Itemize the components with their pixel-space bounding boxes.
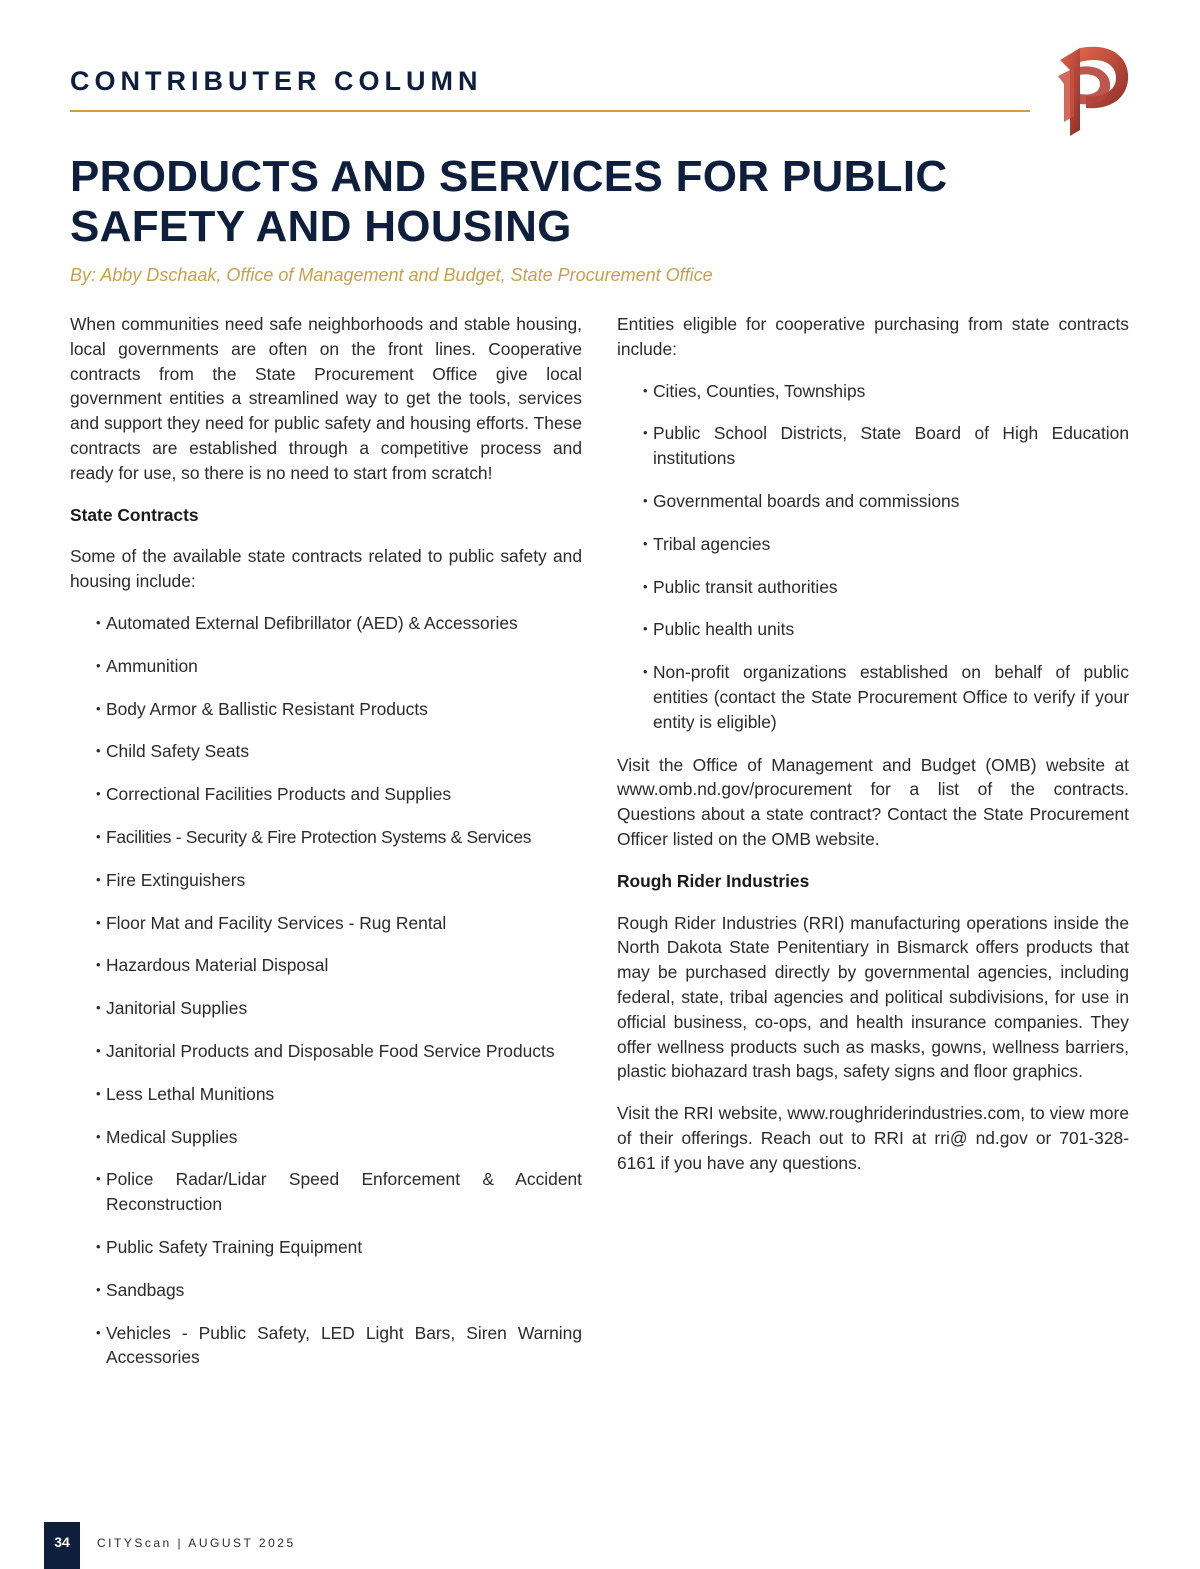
list-item: • Automated External Defibrillator (AED) & Accessories <box>96 611 582 636</box>
rri-heading: Rough Rider Industries <box>617 870 810 891</box>
list-item: • Cities, Counties, Townships <box>643 379 1129 404</box>
intro-paragraph: When communities need safe neighborhoods and stable housing, local governments are often on the front lines. Cooperative contracts from the State Procurement Office give local government entities a streamlined way to get the tools, services and support they need for public safety and housing efforts. These contracts are established through a competitive process and ready for use, so there is no need to start from scratch! <box>70 314 582 483</box>
list-item: • Ammunition <box>96 654 582 679</box>
list-item: • Janitorial Supplies <box>96 996 582 1021</box>
list-item: • Non-profit organizations established on behalf of public entities (contact the State Procurement Office to verify if your entity is eligible) <box>643 660 1129 734</box>
article-title: PRODUCTS AND SERVICES FOR PUBLIC SAFETY AND HOUSING <box>70 152 948 251</box>
gold-divider <box>70 110 1030 112</box>
contracts-list <box>70 611 582 1370</box>
right-column <box>617 312 1129 1193</box>
list-item: • Fire Extinguishers <box>96 868 582 893</box>
omb-paragraph: Visit the Office of Management and Budget (OMB) website at www.omb.nd.gov/procurement for a list of the contracts. Questions about a state contract? Contact the State Procurement Officer listed on the OMB website. <box>617 754 1129 849</box>
eligible-intro: Entities eligible for cooperative purchasing from state contracts include: <box>617 314 1129 359</box>
section-label: CONTRIBUTER COLUMN <box>70 66 483 96</box>
rri-paragraph: Rough Rider Industries (RRI) manufacturing operations inside the North Dakota State Penitentiary in Bismarck offers products that may be purchased directly by governmental agencies, including federal, state, tribal agencies and political subdivisions, for use in official business, co-ops, and health insurance companies. They offer wellness products such as masks, gowns, wellness barriers, plastic biohazard trash bags, safety signs and floor graphics. <box>617 912 1129 1082</box>
procurement-p-logo-icon <box>1050 40 1134 140</box>
list-item: • Floor Mat and Facility Services - Rug Rental <box>96 911 582 936</box>
list-item: • Public transit authorities <box>643 575 1129 600</box>
list-item: • Public health units <box>643 617 1129 642</box>
page-number: 34 <box>44 1522 80 1569</box>
list-item: • Janitorial Products and Disposable Food Service Products <box>96 1039 582 1064</box>
list-item: • Correctional Facilities Products and Supplies <box>96 782 582 807</box>
byline: By: Abby Dschaak, Office of Management and Budget, State Procurement Office <box>70 265 713 285</box>
list-item: • Vehicles - Public Safety, LED Light Bars, Siren Warning Accessories <box>96 1321 582 1371</box>
list-item: • Tribal agencies <box>643 532 1129 557</box>
list-item: • Facilities - Security & Fire Protection Systems & Services <box>96 825 582 850</box>
list-item: • Medical Supplies <box>96 1125 582 1150</box>
list-item: • Governmental boards and commissions <box>643 489 1129 514</box>
list-item: • Sandbags <box>96 1278 582 1303</box>
left-column <box>70 312 582 1388</box>
list-item: • Less Lethal Munitions <box>96 1082 582 1107</box>
list-item: • Child Safety Seats <box>96 739 582 764</box>
publication-footer: CITYScan | AUGUST 2025 <box>97 1536 296 1550</box>
list-item: • Police Radar/Lidar Speed Enforcement & Accident Reconstruction <box>96 1167 582 1217</box>
eligible-entities-list <box>617 379 1129 735</box>
list-item: • Hazardous Material Disposal <box>96 953 582 978</box>
rri-visit-paragraph: Visit the RRI website, www.roughriderindustries.com, to view more of their offerings. Reach out to RRI at rri@ nd.gov or 701-328-6161 if you have any questions. <box>617 1103 1129 1173</box>
state-contracts-heading: State Contracts <box>70 504 199 525</box>
state-contracts-intro: Some of the available state contracts related to public safety and housing include: <box>70 546 582 592</box>
list-item: • Public Safety Training Equipment <box>96 1235 582 1260</box>
list-item: • Public School Districts, State Board of High Education institutions <box>643 421 1129 471</box>
list-item: • Body Armor & Ballistic Resistant Products <box>96 697 582 722</box>
